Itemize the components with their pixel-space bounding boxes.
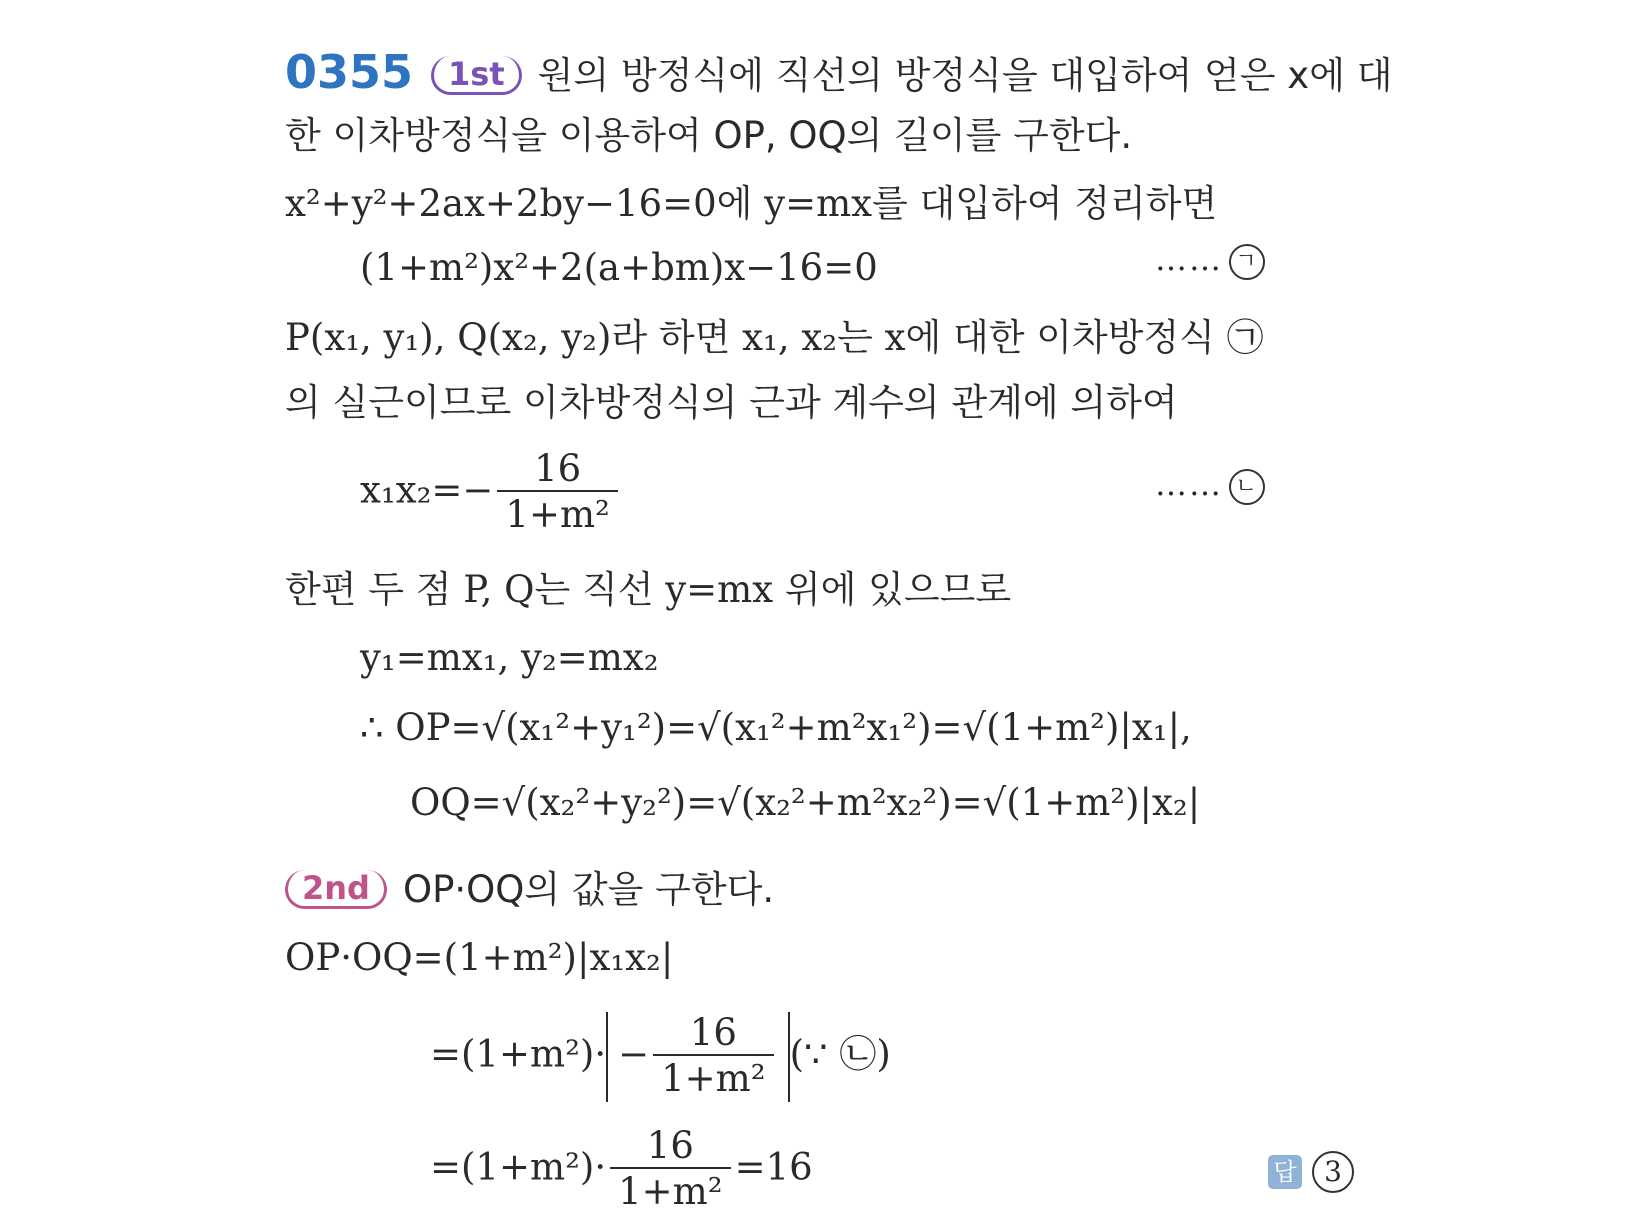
step2-text: OP·OQ의 값을 구한다. bbox=[402, 868, 775, 911]
quadratic-equation: (1+m²)x²+2(a+bm)x−16=0 bbox=[360, 246, 878, 289]
product-step-3-right: =16 bbox=[734, 1145, 813, 1189]
answer bbox=[1268, 1142, 1354, 1198]
fraction-1-den: 1+m² bbox=[497, 490, 617, 538]
answer-label: 답 bbox=[1268, 1155, 1302, 1189]
product-step-2 bbox=[430, 1012, 891, 1102]
marker-dots-1: …… bbox=[1155, 240, 1223, 278]
marker-dots-2: …… bbox=[1155, 465, 1223, 503]
line-condition: 한편 두 점 P, Q는 직선 y=mx 위에 있으므로 bbox=[285, 568, 1012, 611]
product-step-3 bbox=[430, 1125, 813, 1215]
substitution-line: x²+y²+2ax+2by−16=0에 y=mx를 대입하여 정리하면 bbox=[285, 182, 1218, 225]
product-left: x₁x₂=− bbox=[360, 468, 494, 512]
product-step-2-left: =(1+m²)· bbox=[430, 1032, 607, 1076]
fraction-2-den: 1+m² bbox=[653, 1054, 773, 1102]
fraction-1 bbox=[497, 448, 617, 538]
fraction-3 bbox=[610, 1125, 730, 1215]
fraction-2-num: 16 bbox=[689, 1011, 737, 1054]
step2-badge: 2nd bbox=[285, 870, 387, 909]
fraction-3-den: 1+m² bbox=[610, 1167, 730, 1215]
answer-value: 3 bbox=[1312, 1151, 1354, 1193]
roots-line: P(x₁, y₁), Q(x₂, y₂)라 하면 x₁, x₂는 x에 대한 이차방정식 ㉠ bbox=[285, 316, 1264, 359]
product-step-2-right: (∵ ㉡) bbox=[789, 1032, 891, 1076]
absolute-value: − $\frac{16}{\text{1+m²}}$ bbox=[606, 1012, 789, 1102]
marker-2 bbox=[1155, 465, 1265, 505]
problem-number: 0355 bbox=[285, 45, 414, 99]
product-step-3-left: =(1+m²)· bbox=[430, 1145, 607, 1189]
marker-circle-1: ㄱ bbox=[1229, 244, 1265, 280]
product-start: OP·OQ=(1+m²)|x₁x₂| bbox=[285, 936, 674, 979]
marker-circle-2: ㄴ bbox=[1229, 469, 1265, 505]
y-relations: y₁=mx₁, y₂=mx₂ bbox=[360, 636, 659, 679]
oq-length: OQ=√(x₂²+y₂²)=√(x₂²+m²x₂²)=√(1+m²)|x₂| bbox=[410, 781, 1201, 824]
step1-header bbox=[285, 44, 1392, 104]
step1-badge: 1st bbox=[431, 56, 522, 95]
op-length: ∴ OP=√(x₁²+y₁²)=√(x₁²+m²x₁²)=√(1+m²)|x₁|, bbox=[360, 706, 1192, 749]
fraction-1-num: 16 bbox=[534, 447, 582, 490]
step1-text-b: 한 이차방정식을 이용하여 OP, OQ의 길이를 구한다. bbox=[285, 114, 1133, 157]
step2-header bbox=[285, 862, 774, 918]
fraction-2 bbox=[653, 1012, 773, 1102]
marker-1 bbox=[1155, 240, 1265, 280]
vieta-line: 의 실근이므로 이차방정식의 근과 계수의 관계에 의하여 bbox=[285, 381, 1178, 424]
step1-text-a: 원의 방정식에 직선의 방정식을 대입하여 얻은 x에 대 bbox=[537, 54, 1393, 97]
product-of-roots bbox=[360, 448, 622, 538]
fraction-3-num: 16 bbox=[646, 1124, 694, 1167]
